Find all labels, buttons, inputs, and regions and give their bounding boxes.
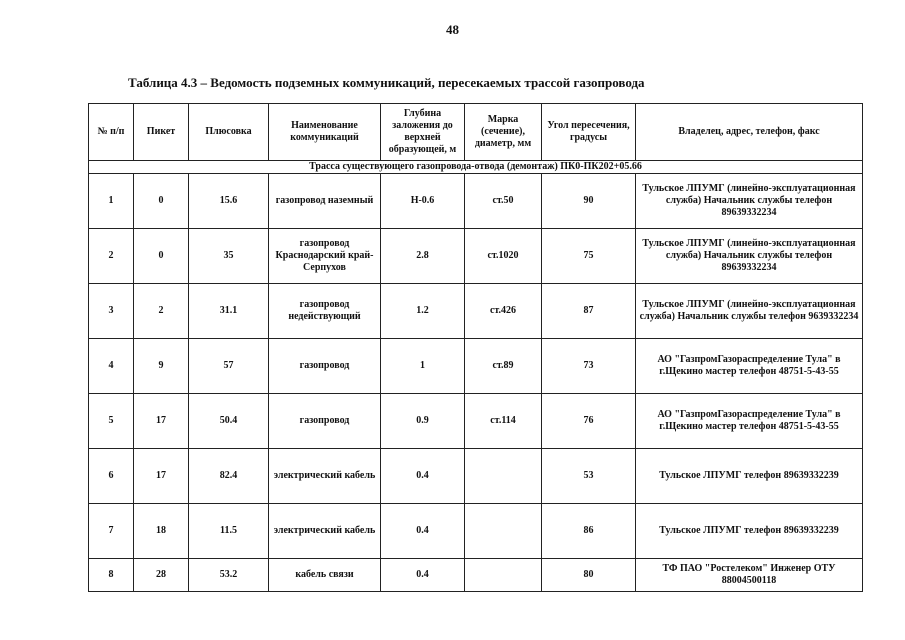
cell-angle: 53	[542, 449, 636, 504]
cell-piket: 9	[134, 339, 189, 394]
header-piket: Пикет	[134, 104, 189, 161]
cell-depth: 0.4	[381, 559, 465, 592]
cell-mark: ст.114	[465, 394, 542, 449]
cell-name: газопровод	[269, 339, 381, 394]
header-angle: Угол пересечения, градусы	[542, 104, 636, 161]
cell-number: 8	[89, 559, 134, 592]
cell-plus: 53.2	[189, 559, 269, 592]
cell-name: электрический кабель	[269, 449, 381, 504]
cell-owner: ТФ ПАО "Ростелеком" Инженер ОТУ 88004500118	[636, 559, 863, 592]
cell-owner: Тульское ЛПУМГ телефон 89639332239	[636, 504, 863, 559]
header-row	[89, 104, 863, 161]
cell-name: газопровод наземный	[269, 174, 381, 229]
cell-angle: 80	[542, 559, 636, 592]
table-row	[89, 339, 863, 394]
cell-number: 5	[89, 394, 134, 449]
table-row	[89, 284, 863, 339]
cell-mark	[465, 504, 542, 559]
table-row	[89, 229, 863, 284]
cell-piket: 18	[134, 504, 189, 559]
header-plus: Плюсовка	[189, 104, 269, 161]
cell-number: 4	[89, 339, 134, 394]
cell-name: газопровод Краснодарский край-Серпухов	[269, 229, 381, 284]
table-row	[89, 174, 863, 229]
cell-piket: 17	[134, 449, 189, 504]
cell-number: 1	[89, 174, 134, 229]
cell-piket: 28	[134, 559, 189, 592]
cell-mark: ст.1020	[465, 229, 542, 284]
cell-piket: 17	[134, 394, 189, 449]
cell-mark: ст.426	[465, 284, 542, 339]
cell-mark	[465, 449, 542, 504]
header-name: Наименование коммуникаций	[269, 104, 381, 161]
cell-depth: 0.4	[381, 449, 465, 504]
cell-depth: 0.9	[381, 394, 465, 449]
cell-piket: 0	[134, 174, 189, 229]
cell-depth: 1.2	[381, 284, 465, 339]
cell-piket: 0	[134, 229, 189, 284]
cell-owner: Тульское ЛПУМГ (линейно-эксплуатационная служба) Начальник службы телефон 89639332234	[636, 174, 863, 229]
cell-depth: 2.8	[381, 229, 465, 284]
cell-depth: 1	[381, 339, 465, 394]
cell-number: 7	[89, 504, 134, 559]
header-depth: Глубина заложения до верхней образующей, м	[381, 104, 465, 161]
cell-number: 6	[89, 449, 134, 504]
cell-owner: Тульское ЛПУМГ (линейно-эксплуатационная служба) Начальник службы телефон 89639332234	[636, 229, 863, 284]
page-number: 48	[446, 22, 459, 37]
cell-owner: АО "ГазпромГазораспределение Тула" в г.Щекино мастер телефон 48751-5-43-55	[636, 339, 863, 394]
cell-name: электрический кабель	[269, 504, 381, 559]
cell-name: газопровод недействующий	[269, 284, 381, 339]
cell-angle: 90	[542, 174, 636, 229]
cell-depth: Н-0.6	[381, 174, 465, 229]
table-caption: Таблица 4.3 – Ведомость подземных коммуникаций, пересекаемых трассой газопровода	[128, 75, 645, 90]
cell-piket: 2	[134, 284, 189, 339]
table-row	[89, 449, 863, 504]
cell-owner: Тульское ЛПУМГ (линейно-эксплуатационная служба) Начальник службы телефон 9639332234	[636, 284, 863, 339]
cell-angle: 76	[542, 394, 636, 449]
header-owner: Владелец, адрес, телефон, факс	[636, 104, 863, 161]
section-title: Трасса существующего газопровода-отвода (демонтаж) ПК0-ПК202+05.66	[89, 161, 863, 174]
cell-plus: 35	[189, 229, 269, 284]
cell-name: кабель связи	[269, 559, 381, 592]
cell-plus: 82.4	[189, 449, 269, 504]
header-number: № п/п	[89, 104, 134, 161]
cell-angle: 73	[542, 339, 636, 394]
communications-table	[88, 103, 863, 592]
table-body	[89, 161, 863, 592]
cell-name: газопровод	[269, 394, 381, 449]
cell-owner: АО "ГазпромГазораспределение Тула" в г.Щекино мастер телефон 48751-5-43-55	[636, 394, 863, 449]
cell-plus: 15.6	[189, 174, 269, 229]
cell-plus: 50.4	[189, 394, 269, 449]
cell-owner: Тульское ЛПУМГ телефон 89639332239	[636, 449, 863, 504]
cell-mark: ст.50	[465, 174, 542, 229]
table-header	[89, 104, 863, 161]
cell-mark	[465, 559, 542, 592]
header-mark: Марка (сечение), диаметр, мм	[465, 104, 542, 161]
table-row	[89, 559, 863, 592]
cell-plus: 11.5	[189, 504, 269, 559]
table-row	[89, 394, 863, 449]
cell-depth: 0.4	[381, 504, 465, 559]
cell-plus: 31.1	[189, 284, 269, 339]
cell-number: 2	[89, 229, 134, 284]
cell-angle: 87	[542, 284, 636, 339]
cell-number: 3	[89, 284, 134, 339]
section-row	[89, 161, 863, 174]
cell-plus: 57	[189, 339, 269, 394]
cell-angle: 75	[542, 229, 636, 284]
table-row	[89, 504, 863, 559]
cell-angle: 86	[542, 504, 636, 559]
cell-mark: ст.89	[465, 339, 542, 394]
